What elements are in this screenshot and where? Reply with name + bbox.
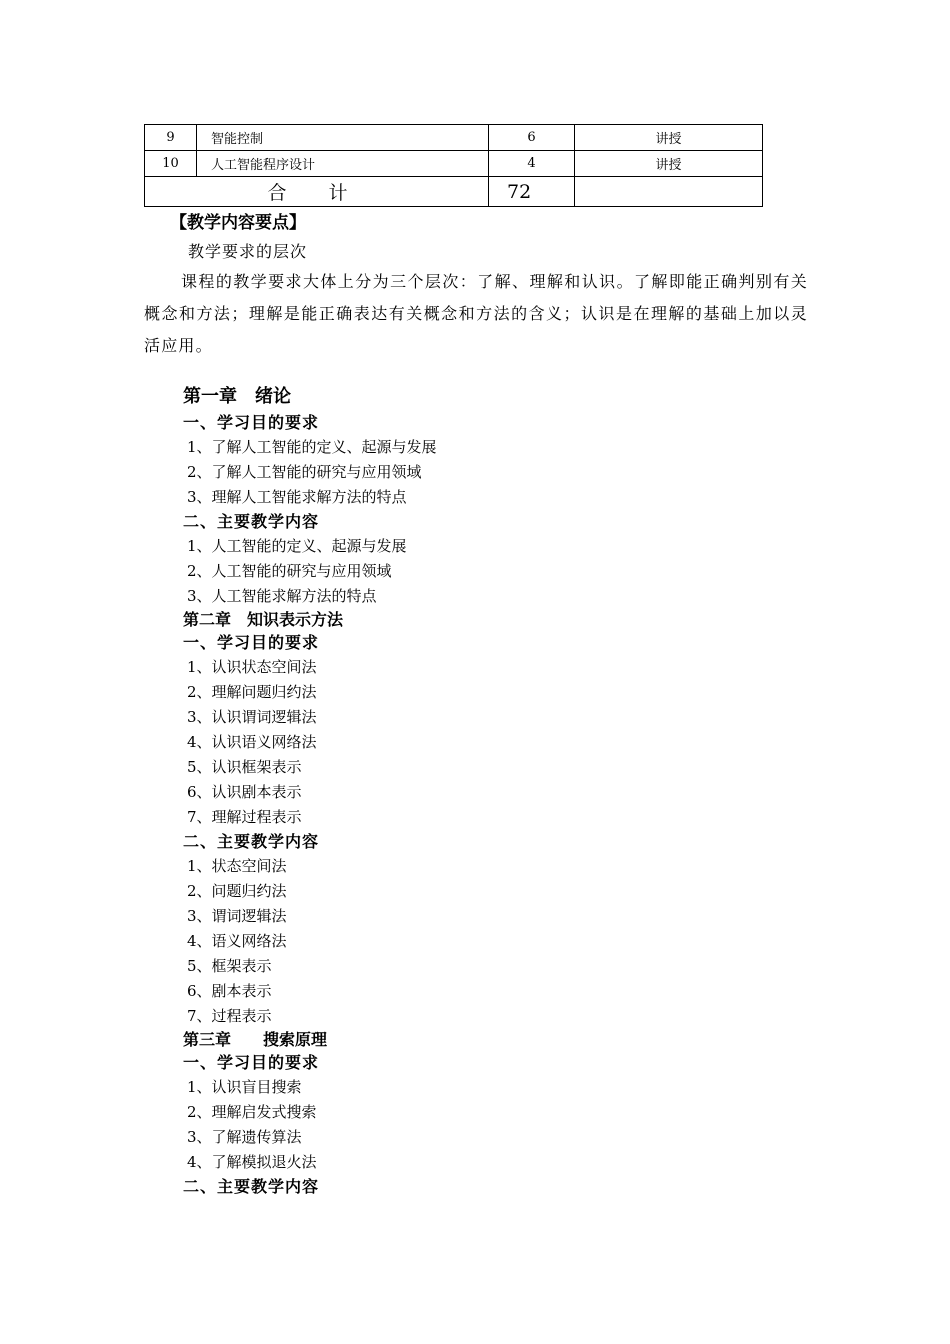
chapter-title: 第三章 搜索原理 bbox=[183, 1030, 328, 1049]
goal-section-title: 一、学习目的要求 bbox=[183, 633, 320, 652]
list-item: 3、人工智能求解方法的特点 bbox=[187, 587, 377, 605]
goal-section-title: 一、学习目的要求 bbox=[183, 413, 320, 432]
list-item: 6、剧本表示 bbox=[187, 982, 272, 1000]
levels-paragraph: 课程的教学要求大体上分为三个层次：了解、理解和认识。了解即能正确判别有关概念和方法；理解是能正确表达有关概念和方法的含义；认识是在理解的基础上加以灵活应用。 bbox=[144, 272, 808, 355]
content-heading: 【教学内容要点】 bbox=[170, 213, 306, 233]
table-row bbox=[145, 151, 763, 177]
list-item: 1、了解人工智能的定义、起源与发展 bbox=[187, 438, 437, 456]
list-item: 3、了解遗传算法 bbox=[187, 1128, 302, 1146]
list-item: 6、认识剧本表示 bbox=[187, 783, 302, 801]
content-section-title: 二、主要教学内容 bbox=[183, 1177, 320, 1196]
row-number: 10 bbox=[145, 151, 197, 177]
chapter-title: 第二章 知识表示方法 bbox=[183, 610, 344, 629]
table-row bbox=[145, 125, 763, 151]
chapter-title: 第一章 绪论 bbox=[183, 386, 291, 407]
list-item: 1、认识盲目搜索 bbox=[187, 1078, 302, 1096]
row-method: 讲授 bbox=[575, 125, 763, 151]
content-section-title: 二、主要教学内容 bbox=[183, 512, 320, 531]
total-label: 合 计 bbox=[145, 177, 489, 207]
content-section-title: 二、主要教学内容 bbox=[183, 832, 320, 851]
list-item: 3、理解人工智能求解方法的特点 bbox=[187, 488, 407, 506]
list-item: 5、认识框架表示 bbox=[187, 758, 302, 776]
table-total-row bbox=[145, 177, 763, 207]
list-item: 7、过程表示 bbox=[187, 1007, 272, 1025]
list-item: 1、人工智能的定义、起源与发展 bbox=[187, 537, 407, 555]
row-number: 9 bbox=[145, 125, 197, 151]
list-item: 3、认识谓词逻辑法 bbox=[187, 708, 317, 726]
list-item: 5、框架表示 bbox=[187, 957, 272, 975]
total-empty-cell bbox=[575, 177, 763, 207]
list-item: 4、认识语义网络法 bbox=[187, 733, 317, 751]
row-method: 讲授 bbox=[575, 151, 763, 177]
list-item: 2、理解启发式搜索 bbox=[187, 1103, 317, 1121]
list-item: 4、语义网络法 bbox=[187, 932, 287, 950]
row-topic: 人工智能程序设计 bbox=[197, 151, 489, 177]
list-item: 2、问题归约法 bbox=[187, 882, 287, 900]
list-item: 2、了解人工智能的研究与应用领域 bbox=[187, 463, 422, 481]
row-hours: 6 bbox=[489, 125, 575, 151]
chapter-outline bbox=[183, 383, 783, 1199]
row-topic: 智能控制 bbox=[197, 125, 489, 151]
list-item: 3、谓词逻辑法 bbox=[187, 907, 287, 925]
list-item: 1、状态空间法 bbox=[187, 857, 287, 875]
list-item: 4、了解模拟退火法 bbox=[187, 1153, 317, 1171]
course-hours-table bbox=[144, 124, 763, 207]
list-item: 1、认识状态空间法 bbox=[187, 658, 317, 676]
row-hours: 4 bbox=[489, 151, 575, 177]
total-hours: 72 bbox=[489, 177, 575, 207]
levels-title: 教学要求的层次 bbox=[188, 242, 308, 261]
list-item: 7、理解过程表示 bbox=[187, 808, 302, 826]
list-item: 2、理解问题归约法 bbox=[187, 683, 317, 701]
goal-section-title: 一、学习目的要求 bbox=[183, 1053, 320, 1072]
list-item: 2、人工智能的研究与应用领域 bbox=[187, 562, 392, 580]
